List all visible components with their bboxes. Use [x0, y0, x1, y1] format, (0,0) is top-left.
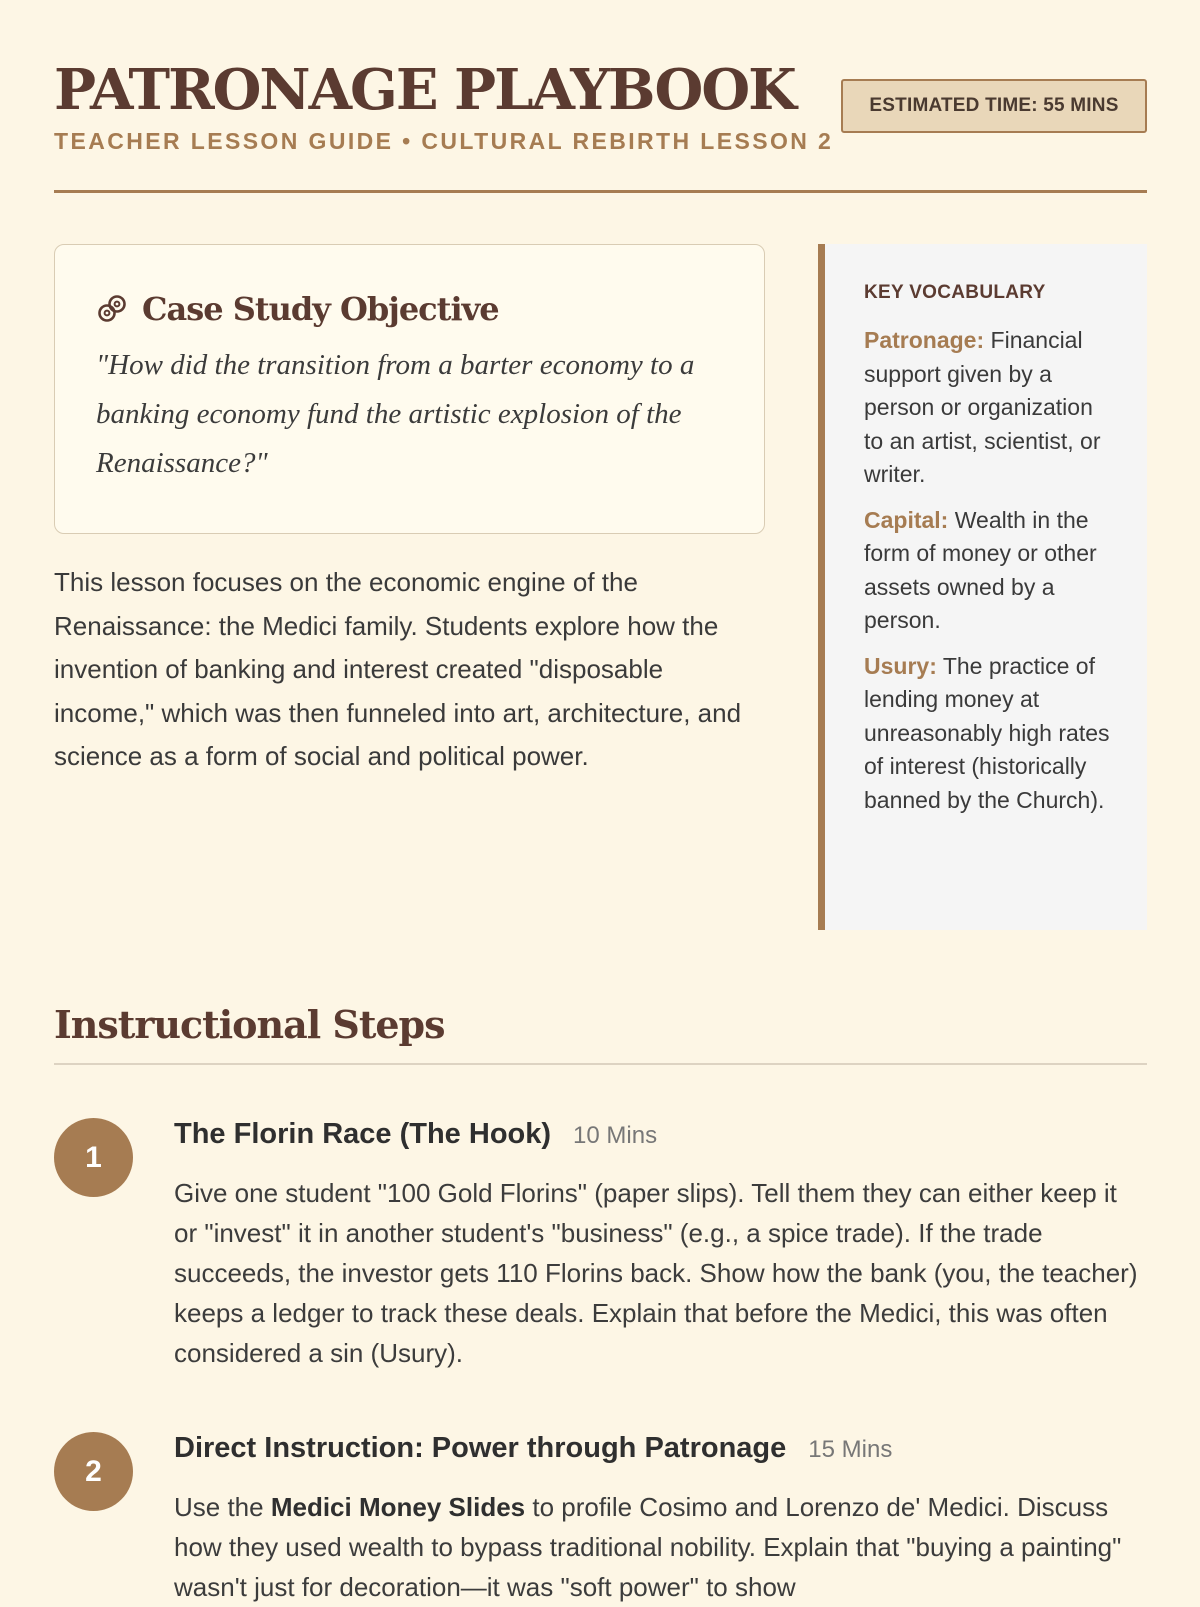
chain-link-icon	[96, 293, 128, 325]
step-title: The Florin Race (The Hook)	[174, 1118, 552, 1150]
step-title: Direct Instruction: Power through Patronage	[174, 1432, 787, 1464]
objective-header	[96, 289, 724, 329]
vocabulary-item	[864, 324, 1117, 492]
step-number-badge: 2	[54, 1432, 133, 1511]
step-description: Give one student "100 Gold Florins" (paper slips). Tell them they can either keep it or "invest" it in another student's "business" (e.g., a spice trade). If the trade succeeds, the investor gets 110 Florins back. Show how the bank (you, the teacher) keeps a ledger to track these deals. Explain that before the Medici, this was often considered a sin (Usury).	[174, 1178, 1138, 1368]
vocabulary-definition: Financial support given by a person or organization to an artist, scientist, or writer.	[864, 327, 1101, 487]
vocabulary-item	[864, 504, 1117, 638]
medici-money-slides-reference: Medici Money Slides	[270, 1492, 526, 1522]
page-subtitle: TEACHER LESSON GUIDE • CULTURAL REBIRTH LESSON 2	[54, 128, 834, 154]
instructional-steps-heading: Instructional Steps	[54, 1002, 445, 1047]
step-number-badge: 1	[54, 1118, 133, 1197]
vocabulary-definition: Wealth in the form of money or other assets owned by a person.	[864, 506, 1097, 633]
step-header	[174, 1432, 1147, 1472]
step-description	[174, 1487, 1147, 1607]
vocabulary-item	[864, 650, 1117, 818]
vocabulary-term: Usury:	[864, 652, 937, 679]
vocabulary-term: Patronage:	[864, 327, 985, 353]
step-text-part: to profile Cosimo and Lorenzo de' Medici. Discuss how they used wealth to bypass traditional nobility. Explain that "buying a painting" wasn't just for decoration—it was "soft power" to show	[174, 1492, 1122, 1602]
step-content	[174, 1432, 1147, 1607]
vocabulary-definition: The practice of lending money at unreasonably high rates of interest (historically banned by the Church).	[864, 652, 1110, 813]
case-study-objective-card	[54, 244, 765, 534]
key-vocabulary-sidebar	[818, 244, 1147, 930]
lesson-guide-page	[54, 0, 1147, 1602]
estimated-time-badge: ESTIMATED TIME: 55 MINS	[841, 79, 1147, 133]
page-header	[54, 0, 1147, 193]
step-duration: 10 Mins	[573, 1122, 658, 1149]
step-content	[174, 1118, 1147, 1373]
vocabulary-term: Capital:	[864, 506, 949, 533]
section-divider	[54, 1063, 1147, 1065]
step-header	[174, 1118, 1147, 1158]
vocabulary-heading: KEY VOCABULARY	[864, 282, 1046, 303]
lesson-intro-paragraph: This lesson focuses on the economic engine of the Renaissance: the Medici family. Students explore how the invention of banking and interest created "disposable income," which was then funneled into art, architecture, and science as a form of social and political power.	[54, 567, 742, 771]
step-text-part: Use the	[174, 1492, 271, 1522]
objective-quote: "How did the transition from a barter economy to a banking economy fund the artistic explosion of the Renaissance?"	[96, 349, 695, 479]
step-duration: 15 Mins	[808, 1436, 893, 1463]
page-title: PATRONAGE PLAYBOOK	[54, 57, 795, 123]
objective-title: Case Study Objective	[142, 290, 499, 328]
